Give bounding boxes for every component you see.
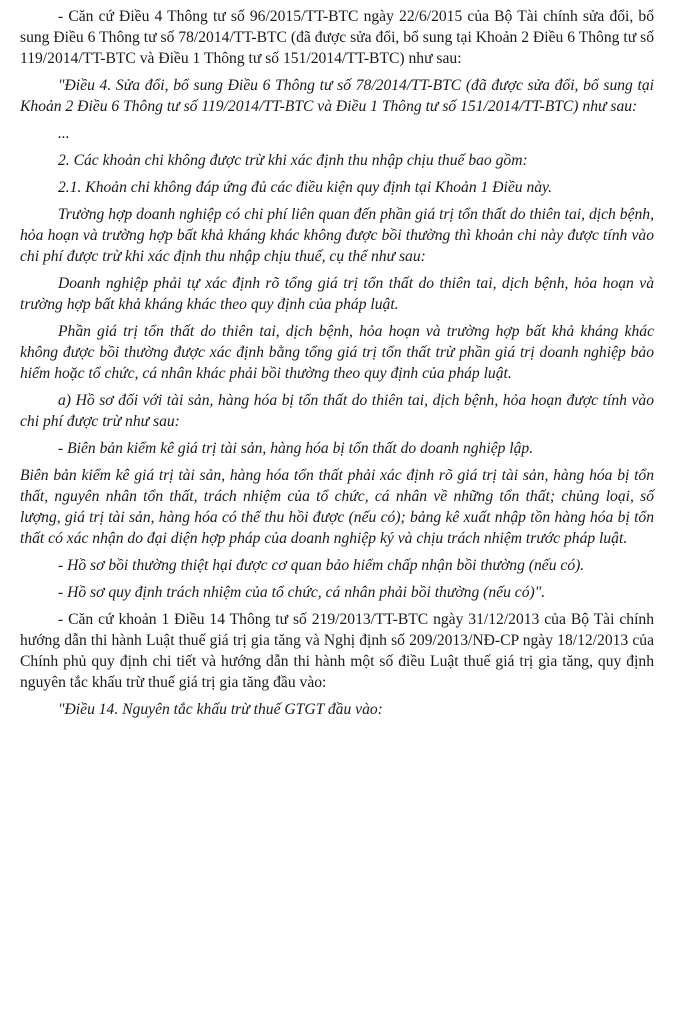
- paragraph-item-a-dossier: a) Hồ sơ đối với tài sản, hàng hóa bị tổn thất do thiên tai, dịch bệnh, hỏa hoạn được tính vào chi phí được trừ như sau:: [20, 392, 654, 430]
- paragraph-article-14-heading: "Điều 14. Nguyên tắc khấu trừ thuế GTGT đầu vào:: [58, 701, 383, 718]
- paragraph-responsibility-dossier: - Hồ sơ quy định trách nhiệm của tổ chức, cá nhân phải bồi thường (nếu có)".: [58, 584, 546, 601]
- paragraph-disaster-loss-case: Trường hợp doanh nghiệp có chi phí liên quan đến phần giá trị tổn thất do thiên tai, dịch bệnh, hỏa hoạn và trường hợp bất khả kháng khác không được bồi thường thì khoản chi này được tính vào chi phí được trừ khi xác định thu nhập chịu thuế, cụ thể như sau:: [20, 206, 654, 265]
- paragraph-inventory-minutes: - Biên bản kiểm kê giá trị tài sản, hàng hóa bị tổn thất do doanh nghiệp lập.: [58, 440, 534, 457]
- paragraph-enterprise-determine-loss: Doanh nghiệp phải tự xác định rõ tổng giá trị tổn thất do thiên tai, dịch bệnh, hỏa hoạn và trường hợp bất khả kháng khác theo quy định của pháp luật.: [20, 275, 654, 313]
- paragraph-inventory-minutes-detail: Biên bản kiểm kê giá trị tài sản, hàng hóa tổn thất phải xác định rõ giá trị tài sản, hàng hóa bị tổn thất, nguyên nhân tổn thất, trách nhiệm của tổ chức, cá nhân về những tổn thất; chủng loại, số lượng, giá trị tài sản, hàng hóa có thể thu hồi được (nếu có); bảng kê xuất nhập tồn hàng hóa bị tổn thất có xác nhận do đại diện hợp pháp của doanh nghiệp ký và chịu trách nhiệm trước pháp luật.: [20, 467, 654, 547]
- paragraph-clause-2: 2. Các khoản chi không được trừ khi xác định thu nhập chịu thuế bao gồm:: [58, 152, 528, 169]
- paragraph-clause-2-1: 2.1. Khoản chi không đáp ứng đủ các điều kiện quy định tại Khoản 1 Điều này.: [58, 179, 553, 196]
- paragraph-insurance-dossier: - Hồ sơ bồi thường thiệt hại được cơ quan bảo hiểm chấp nhận bồi thường (nếu có).: [58, 557, 585, 574]
- paragraph-legal-basis-circular-96: - Căn cứ Điều 4 Thông tư số 96/2015/TT-BTC ngày 22/6/2015 của Bộ Tài chính sửa đổi, bổ sung Điều 6 Thông tư số 78/2014/TT-BTC (đã được sửa đổi, bổ sung tại Khoản 2 Điều 6 Thông tư số 119/2014/TT-BTC và Điều 1 Thông tư số 151/2014/TT-BTC) như sau:: [20, 8, 654, 67]
- paragraph-ellipsis: ...: [58, 125, 70, 142]
- paragraph-legal-basis-circular-219: - Căn cứ khoản 1 Điều 14 Thông tư số 219/2013/TT-BTC ngày 31/12/2013 của Bộ Tài chính hướng dẫn thi hành Luật thuế giá trị gia tăng và Nghị định số 209/2013/NĐ-CP ngày 18/12/2013 của Chính phủ quy định chi tiết và hướng dẫn thi hành một số điều Luật thuế giá trị gia tăng, quy định nguyên tắc khấu trừ thuế giá trị gia tăng đầu vào:: [20, 611, 654, 691]
- paragraph-article-4-heading: "Điều 4. Sửa đổi, bổ sung Điều 6 Thông tư số 78/2014/TT-BTC (đã được sửa đổi, bổ sung tại Khoản 2 Điều 6 Thông tư số 119/2014/TT-BTC và Điều 1 Thông tư số 151/2014/TT-BTC) như sau:: [20, 77, 654, 115]
- paragraph-uncompensated-loss: Phần giá trị tổn thất do thiên tai, dịch bệnh, hỏa hoạn và trường hợp bất khả kháng khác không được bồi thường được xác định bằng tổng giá trị tổn thất trừ phần giá trị doanh nghiệp bảo hiểm hoặc tổ chức, cá nhân khác phải bồi thường theo quy định của pháp luật.: [20, 323, 654, 382]
